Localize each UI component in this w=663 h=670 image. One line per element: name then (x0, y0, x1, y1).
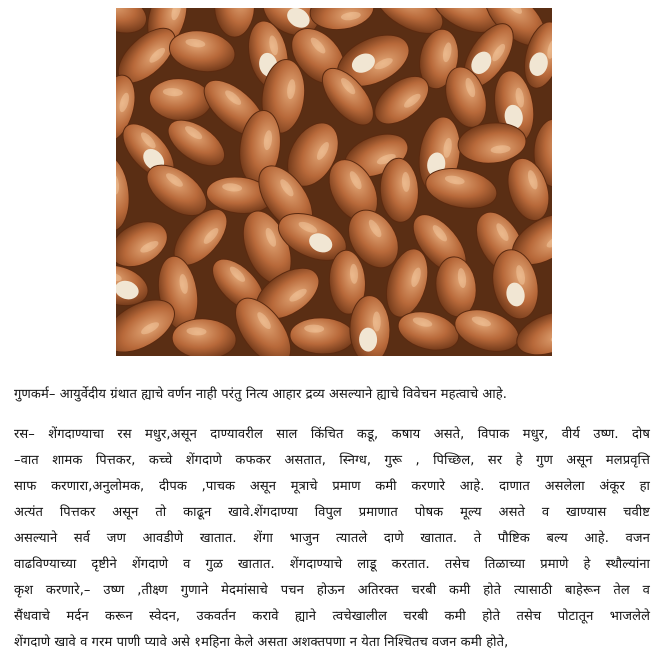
paragraph-line: शेंगदाणे खावे व गरम पाणी प्यावे असे १महिना केले असता अशक्तपणा न येता निश्चितच वजन कमी होते, (14, 635, 509, 650)
paragraph-line: –वात शामक पित्तकर, कच्चे शेंगदाणे कफकर असतात, स्निग्ध, गुरू , पिच्छिल, सर हे गुण असून मलप्रवृत्ति (14, 453, 650, 468)
paragraph-line: असल्याने सर्व जण आवडीणे खातात. शेंगा भाजुन त्यातले दाणे खातात. ते पौष्टिक बल्य आहे. वजन (14, 531, 650, 546)
paragraph-line: रस– शेंगदाण्याचा रस मधुर,असून दाण्यावरील साल किंचित कडू, कषाय असते, विपाक मधुर, वीर्य उष्ण. दोष (14, 427, 650, 442)
paragraph-line: वाढविण्याच्या दृष्टीने शेंगदाणे व गुळ खातात. शेंगदाण्याचे लाडू करतात. तसेच तिळाच्या प्रमाणे हे स्थौल्यांना (14, 557, 650, 572)
paragraph-line: सैंधवाचे मर्दन करून स्वेदन, उकवर्तन करावे ह्याने त्वचेखालील चरबी कमी होते तसेच पोटातून भाजलेले (14, 609, 650, 624)
paragraph-line: साफ करणारा,अनुलोमक, दीपक ,पाचक असून मूत्राचे प्रमाण कमी करणारे आहे. दाणात असलेला अंकूर हा (14, 479, 650, 494)
peanuts-image (116, 8, 552, 356)
paragraph-gunakarma: गुणकर्म– आयुर्वेदीय ग्रंथात ह्याचे वर्णन नाही परंतु नित्य आहार द्रव्य असल्याने ह्याचे विवेचन महत्वाचे आहे. (14, 387, 508, 402)
paragraph-line: कृश करणारे,– उष्ण ,तीक्ष्ण गुणाने मेदमांसाचे पचन होऊन अतिरक्त चरबी कमी होते त्यासाठी बाहेरून तेल व (14, 583, 650, 598)
paragraph-line: अत्यंत पित्तकर असून तो काढून खावे.शेंगदाण्या विपुल प्रमाणात पोषक मूल्य असते व खाण्यास चवीष्ट (14, 505, 650, 520)
peanuts-photo (116, 8, 552, 356)
